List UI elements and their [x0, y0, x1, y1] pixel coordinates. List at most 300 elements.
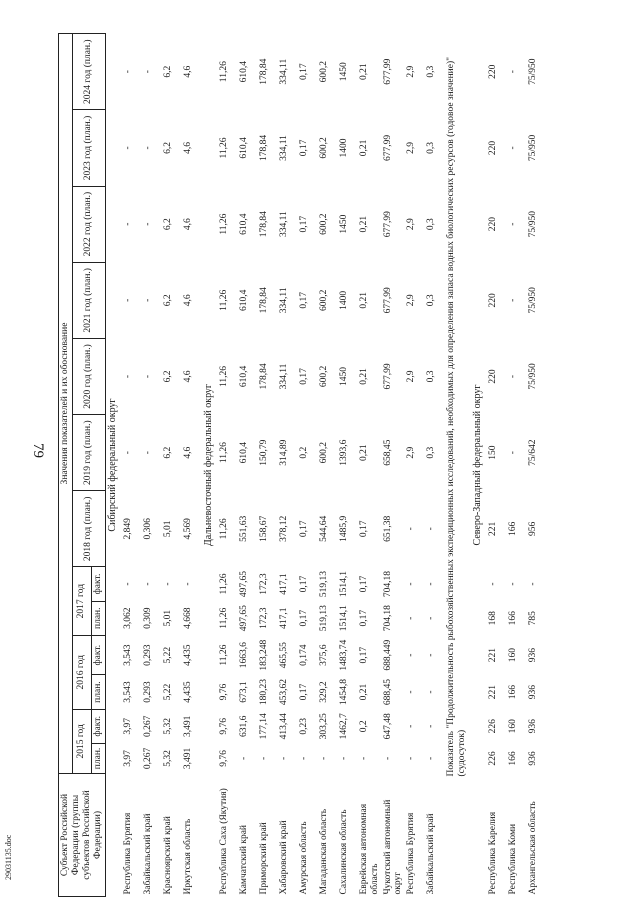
- value-cell: 75/950: [528, 134, 539, 162]
- value-cell: 519,13: [318, 570, 329, 598]
- value-cell: 11,26: [218, 442, 229, 464]
- value-cell: 1485,9: [338, 515, 349, 542]
- value-cell: 600,2: [318, 213, 329, 235]
- value-cell: 0,3: [426, 218, 437, 231]
- document-footer: 29031135.doc: [4, 834, 13, 880]
- values-group-header: Значения показателей и их обоснование: [59, 34, 73, 774]
- value-cell: -: [142, 582, 153, 586]
- table-row: [218, 34, 238, 897]
- value-cell: -: [508, 222, 519, 226]
- value-cell: 0,21: [358, 292, 369, 309]
- value-cell: 158,67: [258, 515, 269, 542]
- value-cell: 3,97: [122, 717, 133, 735]
- value-cell: 0,293: [142, 644, 153, 666]
- year-header-2017: 2017 год: [72, 567, 91, 635]
- value-cell: 9,76: [218, 683, 229, 701]
- year-header-2020: 2020 год (план.): [72, 338, 105, 414]
- value-cell: 647,48: [382, 713, 393, 740]
- value-cell: -: [406, 690, 417, 694]
- table-row: [425, 34, 445, 897]
- value-cell: -: [142, 146, 153, 150]
- value-cell: -: [122, 298, 133, 302]
- indicators-table: [58, 33, 547, 897]
- subject-name: Хабаровский край: [278, 820, 289, 895]
- value-cell: -: [358, 756, 369, 761]
- value-cell: -: [298, 756, 309, 761]
- value-cell: -: [426, 756, 437, 761]
- value-cell: -: [122, 146, 133, 150]
- value-cell: -: [122, 222, 133, 226]
- year-header-2024: 2024 год (план.): [72, 34, 105, 110]
- value-cell: 334,11: [278, 135, 289, 161]
- table-row: [338, 34, 358, 897]
- value-cell: 600,2: [318, 289, 329, 311]
- value-cell: 166: [508, 611, 519, 626]
- value-cell: 677,99: [382, 134, 393, 162]
- table-header: [59, 34, 106, 897]
- value-cell: 0,17: [358, 609, 369, 627]
- value-cell: 6,2: [162, 142, 173, 154]
- value-cell: 11,26: [218, 518, 229, 540]
- value-cell: 0,267: [142, 747, 153, 770]
- value-cell: 303,25: [318, 713, 329, 740]
- value-cell: 0,17: [298, 63, 309, 80]
- value-cell: 1400: [338, 138, 349, 158]
- value-cell: 0,17: [358, 646, 369, 664]
- value-cell: 1514,1: [338, 605, 349, 632]
- value-cell: 220: [488, 64, 499, 79]
- subject-name: Еврейская автономная область: [358, 803, 380, 895]
- value-cell: 0,293: [142, 681, 153, 703]
- value-cell: 4,569: [182, 518, 193, 540]
- value-cell: 329,2: [318, 681, 329, 703]
- value-cell: 220: [488, 140, 499, 156]
- value-cell: 785: [528, 611, 539, 626]
- plan-subheader: план.: [91, 601, 105, 635]
- value-cell: 936: [528, 751, 539, 766]
- value-cell: -: [162, 582, 173, 586]
- value-cell: -: [406, 756, 417, 761]
- value-cell: -: [426, 653, 437, 657]
- value-cell: 544,64: [318, 515, 329, 542]
- value-cell: 11,26: [218, 607, 229, 629]
- subject-name: Амурская область: [298, 821, 309, 895]
- table-row: [527, 34, 547, 897]
- value-cell: 5,22: [162, 646, 173, 664]
- value-cell: 704,18: [382, 570, 393, 598]
- value-cell: -: [508, 146, 519, 150]
- value-cell: 11,26: [218, 213, 229, 235]
- value-cell: 4,6: [182, 218, 193, 231]
- year-header-2015: 2015 год: [72, 709, 91, 773]
- value-cell: 497,65: [238, 570, 249, 598]
- value-cell: 610,4: [238, 61, 249, 83]
- value-cell: 0,17: [298, 139, 309, 157]
- value-cell: 688,45: [382, 679, 393, 706]
- value-cell: 160: [508, 648, 519, 663]
- value-cell: 11,26: [218, 61, 229, 83]
- value-cell: 3,97: [122, 750, 133, 767]
- value-cell: 334,11: [278, 58, 289, 85]
- value-cell: 0,17: [298, 683, 309, 701]
- value-cell: 600,2: [318, 365, 329, 388]
- value-cell: 1454,8: [338, 679, 349, 706]
- value-cell: 465,55: [278, 642, 289, 669]
- value-cell: -: [142, 451, 153, 455]
- value-cell: -: [318, 756, 329, 761]
- value-cell: 0,3: [426, 446, 437, 459]
- value-cell: 497,65: [238, 605, 249, 632]
- value-cell: 0,2: [358, 720, 369, 733]
- value-cell: 1450: [338, 214, 349, 234]
- value-cell: -: [426, 527, 437, 531]
- value-cell: 0,267: [142, 715, 153, 737]
- value-cell: 0,23: [298, 717, 309, 735]
- value-cell: -: [142, 374, 153, 379]
- value-cell: 180,23: [258, 679, 269, 706]
- year-header-2022: 2022 год (план.): [72, 186, 105, 262]
- value-cell: 314,89: [278, 439, 289, 466]
- value-cell: -: [122, 70, 133, 74]
- value-cell: 166: [508, 684, 519, 700]
- value-cell: 177,14: [258, 713, 269, 740]
- value-cell: 1663,6: [238, 642, 249, 669]
- value-cell: 183,248: [258, 639, 269, 671]
- value-cell: 221: [488, 684, 499, 700]
- value-cell: 3,543: [122, 644, 133, 666]
- value-cell: -: [182, 582, 193, 586]
- value-cell: 0,174: [298, 644, 309, 666]
- value-cell: 0,21: [358, 215, 369, 233]
- value-cell: 0,17: [358, 520, 369, 538]
- table-row: [405, 34, 425, 897]
- table-body: [105, 34, 547, 897]
- value-cell: -: [426, 724, 437, 728]
- value-cell: 11,26: [218, 137, 229, 159]
- value-cell: 610,4: [238, 137, 249, 159]
- value-cell: 651,38: [382, 515, 393, 542]
- value-cell: 1514,1: [338, 570, 349, 598]
- section-row: [471, 34, 487, 897]
- rotated-table-container: [58, 33, 618, 897]
- value-cell: 2,9: [406, 65, 417, 78]
- value-cell: 1450: [338, 62, 349, 82]
- subject-name: Иркутская область: [182, 818, 193, 895]
- section-title: Сибирский федеральный округ: [106, 398, 118, 532]
- value-cell: 677,99: [382, 211, 393, 238]
- value-cell: 75/950: [528, 210, 539, 238]
- value-cell: 75/950: [528, 58, 539, 85]
- subject-name: Сахалинская область: [338, 809, 349, 895]
- subject-name: Забайкальский край: [142, 813, 153, 895]
- value-cell: -: [406, 724, 417, 728]
- value-cell: -: [122, 582, 133, 586]
- value-cell: 0,17: [298, 609, 309, 627]
- value-cell: 4,435: [182, 644, 193, 666]
- value-cell: 519,13: [318, 605, 329, 632]
- value-cell: 677,99: [382, 58, 393, 85]
- value-cell: 704,18: [382, 605, 393, 632]
- subject-name: Магаданская область: [318, 808, 329, 895]
- value-cell: 0,17: [298, 292, 309, 309]
- subject-name: Республика Карелия: [488, 811, 499, 895]
- value-cell: 75/642: [528, 439, 539, 466]
- value-cell: -: [528, 582, 539, 586]
- table-row: [162, 34, 182, 897]
- value-cell: 4,6: [182, 142, 193, 154]
- value-cell: -: [426, 690, 437, 694]
- value-cell: 1393,6: [338, 439, 349, 466]
- value-cell: 600,2: [318, 61, 329, 83]
- value-cell: 334,11: [278, 287, 289, 314]
- value-cell: 6,2: [162, 294, 173, 307]
- value-cell: 4,6: [182, 446, 193, 459]
- value-cell: -: [406, 527, 417, 531]
- value-cell: 3,062: [122, 607, 133, 629]
- value-cell: 172,3: [258, 607, 269, 629]
- value-cell: -: [508, 298, 519, 302]
- subject-name: Забайкальский край: [426, 813, 437, 895]
- fact-subheader: факт.: [91, 567, 105, 601]
- table-row: [382, 34, 406, 897]
- value-cell: -: [406, 616, 417, 620]
- plan-subheader: план.: [91, 675, 105, 709]
- year-header-2021: 2021 год (план.): [72, 262, 105, 338]
- value-cell: -: [426, 582, 437, 586]
- value-cell: 610,4: [238, 441, 249, 464]
- value-cell: 610,4: [238, 289, 249, 311]
- value-cell: 0,306: [142, 518, 153, 540]
- value-cell: -: [142, 222, 153, 226]
- value-cell: 11,26: [218, 644, 229, 666]
- value-cell: -: [508, 70, 519, 74]
- value-cell: 11,26: [218, 289, 229, 311]
- value-cell: 226: [488, 751, 499, 766]
- value-cell: 178,84: [258, 211, 269, 238]
- table-row: [298, 34, 318, 897]
- table-row: [122, 34, 142, 897]
- value-cell: -: [426, 616, 437, 620]
- value-cell: 413,44: [278, 713, 289, 740]
- value-cell: 0,2: [298, 446, 309, 459]
- value-cell: 936: [528, 648, 539, 663]
- value-cell: 160: [508, 719, 519, 734]
- value-cell: 2,9: [406, 446, 417, 459]
- value-cell: 168: [488, 611, 499, 626]
- value-cell: 956: [528, 521, 539, 536]
- value-cell: 0,17: [298, 520, 309, 538]
- value-cell: -: [508, 582, 519, 586]
- value-cell: -: [122, 451, 133, 455]
- value-cell: 178,84: [258, 363, 269, 390]
- year-header-2019: 2019 год (план.): [72, 415, 105, 491]
- value-cell: 2,9: [406, 370, 417, 383]
- table-row: [358, 34, 382, 897]
- value-cell: 631,6: [238, 715, 249, 737]
- value-cell: -: [142, 298, 153, 302]
- value-cell: 551,63: [238, 515, 249, 542]
- value-cell: 0,3: [426, 370, 437, 383]
- value-cell: 3,491: [182, 747, 193, 770]
- value-cell: 4,6: [182, 370, 193, 383]
- value-cell: 1462,7: [338, 713, 349, 740]
- value-cell: 6,2: [162, 446, 173, 459]
- value-cell: 220: [488, 369, 499, 384]
- value-cell: 11,26: [218, 365, 229, 387]
- value-cell: 166: [508, 751, 519, 766]
- value-cell: 178,84: [258, 58, 269, 85]
- value-cell: 0,17: [298, 575, 309, 593]
- fact-subheader: факт.: [91, 635, 105, 675]
- value-cell: -: [508, 451, 519, 455]
- value-cell: 677,99: [382, 363, 393, 390]
- value-cell: 5,32: [162, 717, 173, 735]
- value-cell: 0,3: [426, 142, 437, 154]
- value-cell: 334,11: [278, 211, 289, 238]
- table-row: [318, 34, 338, 897]
- value-cell: 221: [488, 521, 499, 536]
- subject-name: Республика Коми: [508, 823, 519, 895]
- value-cell: 673,1: [238, 681, 249, 703]
- value-cell: 75/950: [528, 363, 539, 390]
- value-cell: 417,1: [278, 573, 289, 595]
- value-cell: 226: [488, 719, 499, 734]
- value-cell: -: [142, 70, 153, 74]
- value-cell: 600,2: [318, 441, 329, 464]
- value-cell: 166: [508, 521, 519, 536]
- subject-name: Красноярский край: [162, 816, 173, 895]
- fact-subheader: факт.: [91, 709, 105, 743]
- value-cell: 5,32: [162, 750, 173, 767]
- value-cell: 172,3: [258, 573, 269, 595]
- value-cell: 0,309: [142, 607, 153, 629]
- value-cell: 658,45: [382, 439, 393, 466]
- subject-name: Камчатский край: [238, 825, 249, 895]
- value-cell: 2,9: [406, 218, 417, 231]
- section-row: [202, 34, 218, 897]
- value-cell: 11,26: [218, 573, 229, 595]
- value-cell: 677,99: [382, 287, 393, 314]
- value-cell: 0,3: [426, 65, 437, 78]
- subject-name: Республика Саха (Якутия): [218, 788, 229, 895]
- value-cell: 4,435: [182, 681, 193, 703]
- value-cell: 150: [488, 445, 499, 460]
- value-cell: -: [382, 756, 393, 761]
- subject-column-header: Субъект Российской Федерации (группы субъектов Российской Федерации): [59, 774, 106, 897]
- section-title: Северо-Западный федеральный округ: [472, 384, 484, 546]
- value-cell: 334,11: [278, 363, 289, 390]
- value-cell: 0,21: [358, 444, 369, 461]
- value-cell: -: [488, 582, 499, 586]
- value-cell: 221: [488, 648, 499, 663]
- table-row: [258, 34, 278, 897]
- indicator-note-row: [445, 34, 471, 897]
- value-cell: -: [406, 582, 417, 586]
- table-row: [278, 34, 298, 897]
- value-cell: 1450: [338, 366, 349, 386]
- value-cell: 688,449: [382, 639, 393, 671]
- value-cell: 4,6: [182, 65, 193, 78]
- table-row: [238, 34, 258, 897]
- value-cell: 0,17: [298, 368, 309, 385]
- value-cell: 6,2: [162, 218, 173, 231]
- value-cell: 0,17: [298, 215, 309, 233]
- year-header-2018: 2018 год (план.): [72, 491, 105, 567]
- table-row: [507, 34, 527, 897]
- section-title: Дальневосточный федеральный округ: [202, 383, 214, 547]
- value-cell: 0,21: [358, 683, 369, 701]
- value-cell: 9,76: [218, 717, 229, 735]
- value-cell: 6,2: [162, 370, 173, 383]
- table-row: [182, 34, 202, 897]
- value-cell: 0,21: [358, 368, 369, 385]
- value-cell: 5,01: [162, 609, 173, 627]
- plan-subheader: план.: [91, 743, 105, 773]
- value-cell: 378,12: [278, 515, 289, 542]
- subject-name: Архангельская область: [528, 801, 539, 895]
- page-number: 79: [30, 443, 46, 458]
- subject-name: Республика Бурятия: [122, 812, 133, 895]
- value-cell: -: [338, 756, 349, 761]
- table-row: [142, 34, 162, 897]
- value-cell: 9,76: [218, 750, 229, 767]
- value-cell: -: [508, 374, 519, 379]
- value-cell: 600,2: [318, 137, 329, 159]
- value-cell: 417,1: [278, 607, 289, 629]
- year-header-2023: 2023 год (план.): [72, 110, 105, 186]
- value-cell: 610,4: [238, 213, 249, 235]
- value-cell: 2,9: [406, 294, 417, 307]
- value-cell: 0,3: [426, 294, 437, 307]
- value-cell: 936: [528, 684, 539, 700]
- value-cell: 1400: [338, 290, 349, 310]
- value-cell: -: [122, 374, 133, 379]
- subject-name: Республика Бурятия: [406, 812, 417, 895]
- value-cell: 610,4: [238, 365, 249, 388]
- value-cell: 178,84: [258, 287, 269, 314]
- value-cell: 6,2: [162, 65, 173, 78]
- value-cell: 0,17: [358, 575, 369, 593]
- value-cell: 1483,74: [338, 639, 349, 671]
- value-cell: 2,849: [122, 518, 133, 540]
- value-cell: -: [406, 653, 417, 657]
- value-cell: 220: [488, 217, 499, 232]
- table-row: [487, 34, 507, 897]
- indicator-note: Показатель "Продолжительность рыбохозяйственных экспедиционных исследований, необходимых для определения запаса водных биологических ресурсов (годовое значение)" (судосуток): [446, 56, 468, 777]
- value-cell: 4,6: [182, 294, 193, 307]
- value-cell: 150,79: [258, 439, 269, 466]
- value-cell: 4,668: [182, 607, 193, 629]
- value-cell: 936: [528, 719, 539, 734]
- value-cell: -: [238, 756, 249, 761]
- value-cell: 2,9: [406, 142, 417, 154]
- subject-name: Чукотский автономный округ: [382, 799, 404, 895]
- value-cell: 75/950: [528, 287, 539, 314]
- value-cell: 3,491: [182, 715, 193, 737]
- value-cell: -: [258, 756, 269, 761]
- value-cell: 5,01: [162, 520, 173, 538]
- section-row: [105, 34, 122, 897]
- value-cell: 375,6: [318, 644, 329, 666]
- value-cell: 220: [488, 293, 499, 308]
- value-cell: 178,84: [258, 134, 269, 162]
- value-cell: 0,21: [358, 139, 369, 157]
- value-cell: 453,62: [278, 679, 289, 706]
- value-cell: 3,543: [122, 681, 133, 703]
- value-cell: -: [278, 756, 289, 761]
- subject-name: Приморский край: [258, 822, 269, 895]
- year-header-2016: 2016 год: [72, 635, 91, 709]
